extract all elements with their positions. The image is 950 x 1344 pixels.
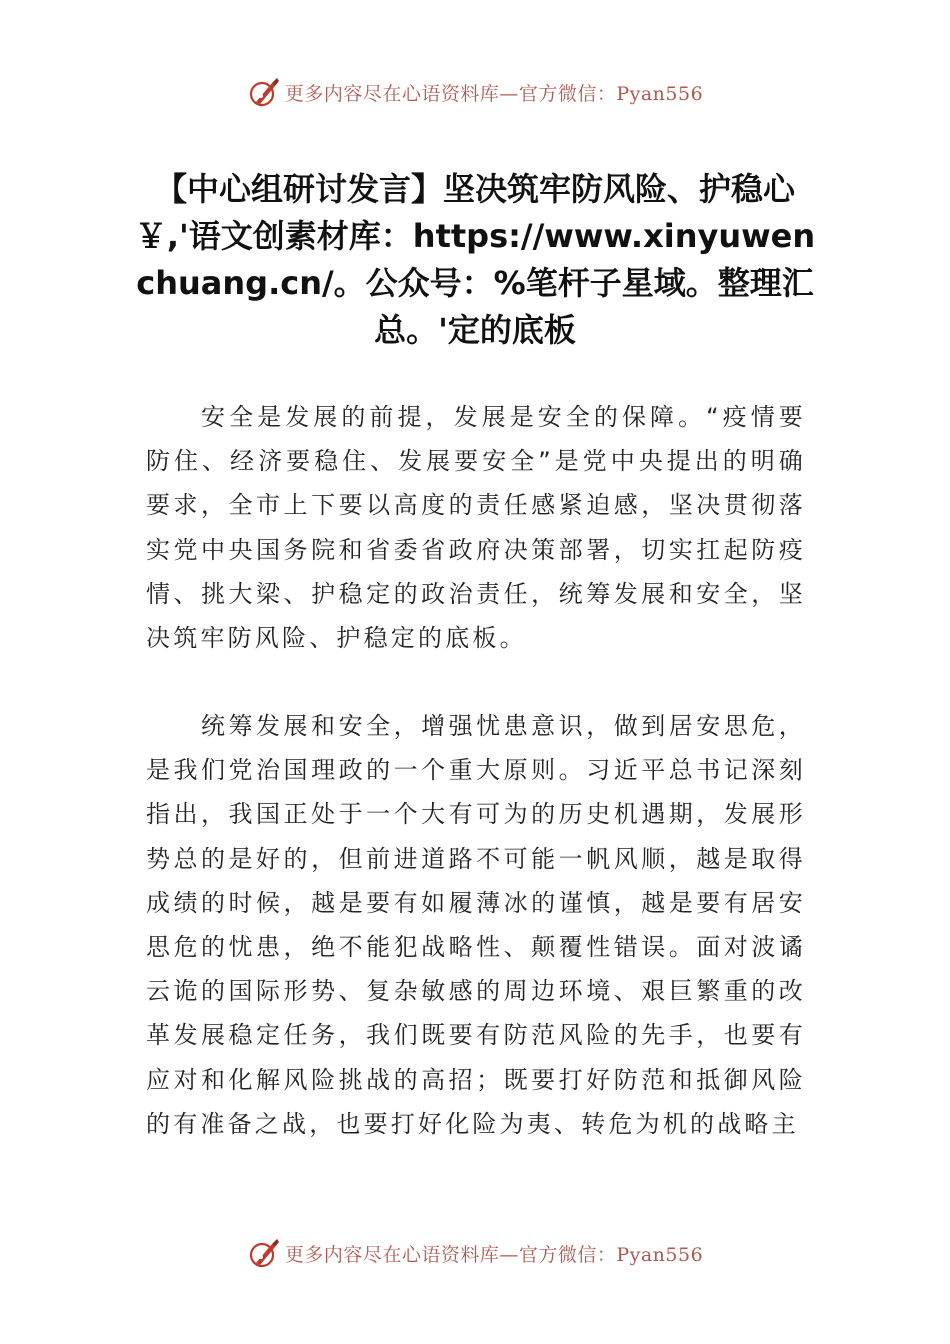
pen-nib-logo-icon [247,75,281,109]
header-banner [0,70,950,114]
document-title: 【中心组研讨发言】坚决筑牢防风险、护稳心￥,'语文创素材库：https://www.xinyuwenchuang.cn/。公众号：%笔杆子星域。整理汇总。'定的底板 [134,170,816,349]
footer-banner [0,1231,950,1275]
footer-banner-text: 更多内容尽在心语资料库—官方微信：Pyan556 [284,1243,704,1266]
header-banner-text: 更多内容尽在心语资料库—官方微信：Pyan556 [284,82,704,105]
body-paragraph-1: 安全是发展的前提，发展是安全的保障。“疫情要防住、经济要稳住、发展要安全”是党中央提出的明确要求，全市上下要以高度的责任感紧迫感，坚决贯彻落实党中央国务院和省委省政府决策部署，切实扛起防疫情、挑大梁、护稳定的政治责任，统筹发展和安全，坚决筑牢防风险、护稳定的底板。 [146,403,806,653]
pen-nib-logo-icon [247,1236,281,1270]
body-paragraph-2: 统筹发展和安全，增强忧患意识，做到居安思危，是我们党治国理政的一个重大原则。习近平总书记深刻指出，我国正处于一个大有可为的历史机遇期，发展形势总的是好的，但前进道路不可能一帆风顺，越是取得成绩的时候，越是要有如履薄冰的谨慎，越是要有居安思危的忧患，绝不能犯战略性、颠覆性错误。面对波谲云诡的国际形势、复杂敏感的周边环境、艰巨繁重的改革发展稳定任务，我们既要有防范风险的先手，也要有应对和化解风险挑战的高招；既要打好防范和抵御风险的有准备之战，也要打好化险为夷、转危为机的战略主 [146,712,806,1138]
